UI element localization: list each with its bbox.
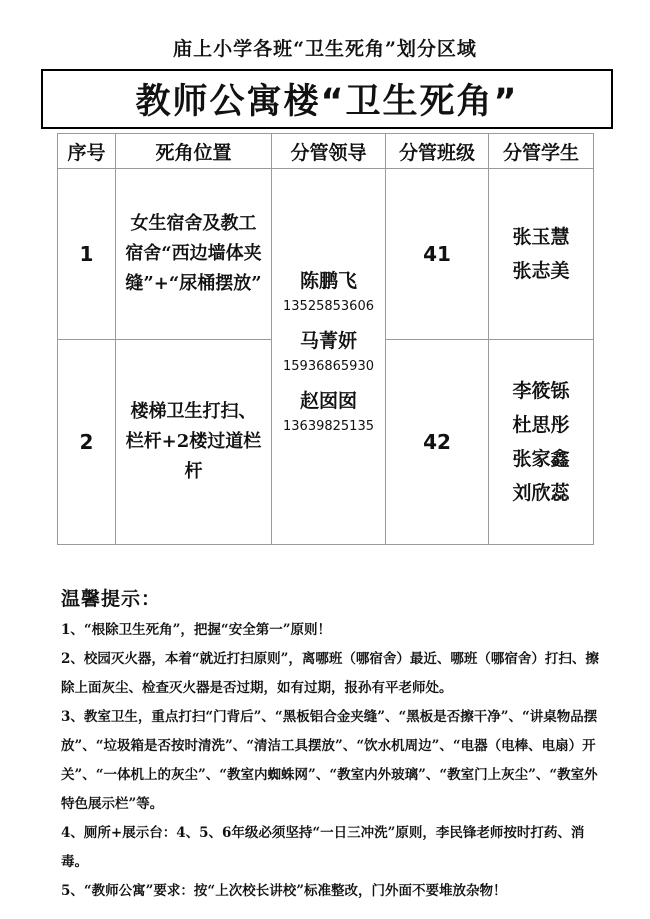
row-class: 42 (386, 340, 489, 545)
tip-item: 5、“教师公寓”要求：按“上次校长讲校”标准整改，门外面不要堆放杂物！ (61, 883, 507, 899)
row-students (489, 340, 594, 545)
row-location (116, 169, 272, 340)
student-name: 刘欣蕊 (512, 482, 570, 504)
leader-phone: 13639825135 (283, 418, 374, 434)
column-header-seq: 序号 (58, 134, 116, 169)
location-text: 女生宿舍及教工宿舍“西边墙体夹缝”+“尿桶摆放” (125, 213, 262, 294)
tip-item: 4、厕所+展示台：4、5、6年级必须坚持“一日三冲洗”原则，李民锋老师按时打药、消毒。 (61, 825, 585, 870)
column-header-students: 分管学生 (489, 134, 594, 169)
leader-name: 赵囡囡 (299, 389, 357, 412)
column-header-leader: 分管领导 (272, 134, 386, 169)
leader-entry (272, 327, 385, 379)
assignment-table (57, 133, 594, 545)
row-location (116, 340, 272, 545)
leader-name: 马菁妍 (299, 329, 357, 352)
location-text: 楼梯卫生打扫、栏杆+2楼过道栏杆 (125, 401, 262, 482)
column-header-class: 分管班级 (386, 134, 489, 169)
row-seq: 2 (58, 340, 116, 545)
document-subtitle: 庙上小学各班“卫生死角”划分区域 (173, 38, 477, 60)
student-name: 杜思彤 (512, 414, 570, 436)
student-name: 张志美 (512, 260, 570, 282)
leader-entry (272, 267, 385, 319)
leader-name: 陈鹏飞 (299, 269, 357, 292)
main-title: 教师公寓楼“卫生死角” (41, 69, 613, 129)
table-row (58, 169, 594, 340)
row-class: 41 (386, 169, 489, 340)
column-header-location: 死角位置 (116, 134, 272, 169)
student-name: 李筱铄 (512, 380, 570, 402)
row-seq: 1 (58, 169, 116, 340)
student-name: 张家鑫 (512, 448, 570, 470)
student-name: 张玉慧 (512, 226, 570, 248)
table-header-row (58, 134, 594, 169)
leader-phone: 15936865930 (283, 358, 374, 374)
row-students (489, 169, 594, 340)
tip-item: 3、教室卫生，重点打扫“门背后”、“黑板铝合金夹缝”、“黑板是否擦干净”、“讲桌物品摆放”、“垃圾箱是否按时清洗”、“清洁工具摆放”、“饮水机周边”、“电器（电棒、电扇）开关”、“一体机上的灰尘”、“教室内蜘蛛网”、“教室内外玻璃”、“教室门上灰尘”、“教室外特色展示栏”等。 (61, 709, 598, 812)
leaders-cell (272, 169, 386, 545)
tips-list (61, 616, 609, 906)
leader-entry (272, 387, 385, 439)
tip-item: 2、校园灭火器，本着“就近打扫原则”，离哪班（哪宿舍）最近、哪班（哪宿舍）打扫、擦除上面灰尘、检查灭火器是否过期，如有过期，报孙有平老师处。 (61, 651, 599, 696)
tip-item: 1、“根除卫生死角”，把握“安全第一”原则！ (61, 622, 331, 638)
tips-title: 温馨提示： (61, 588, 162, 610)
leader-phone: 13525853606 (283, 298, 374, 314)
